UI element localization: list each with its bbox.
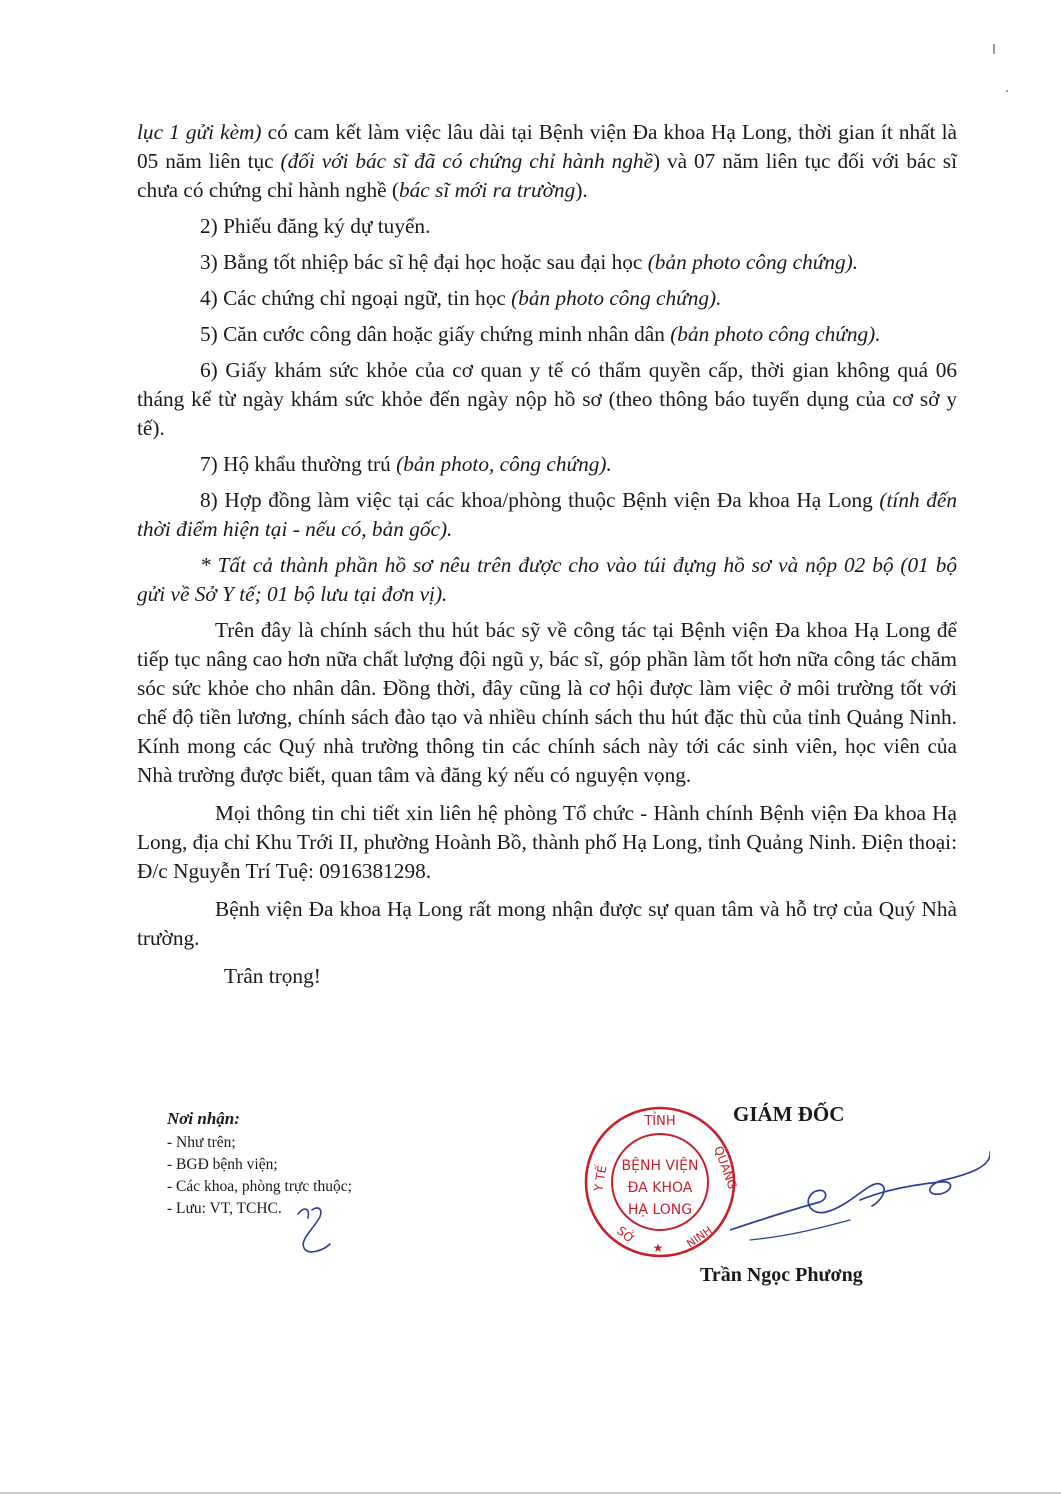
item-5-text: 5) Căn cước công dân hoặc giấy chứng minh nhân dân (200, 322, 671, 346)
contact-paragraph: Mọi thông tin chi tiết xin liên hệ phòng Tổ chức - Hành chính Bệnh viện Đa khoa Hạ Long, địa chỉ Khu Trới II, phường Hoành Bồ, thành phố Hạ Long, tỉnh Quảng Ninh. Điện thoại: Đ/c Nguyễn Trí Tuệ: 0916381298. (137, 801, 957, 883)
recipient-item: - Như trên; (167, 1134, 236, 1151)
scan-speck (1006, 90, 1008, 92)
signer-name: Trần Ngọc Phương (700, 1264, 863, 1286)
seal-line-1: BỆNH VIỆN (621, 1158, 699, 1174)
initials-mark (290, 1196, 370, 1276)
request-paragraph: Bệnh viện Đa khoa Hạ Long rất mong nhận được sự quan tâm và hỗ trợ của Quý Nhà trường. (137, 897, 957, 950)
seal-line-2: ĐA KHOA (627, 1180, 693, 1196)
item-4-text: 4) Các chứng chỉ ngoại ngữ, tin học (200, 286, 512, 310)
item-4 (137, 284, 957, 313)
item-8-text: 8) Hợp đồng làm việc tại các khoa/phòng thuộc Bệnh viện Đa khoa Hạ Long (200, 488, 880, 512)
item-2: 2) Phiếu đăng ký dự tuyển. (200, 214, 431, 238)
item-3 (137, 248, 957, 277)
item-5 (137, 320, 957, 349)
item-5-italic: (bản photo công chứng). (670, 322, 881, 346)
item-8 (137, 486, 957, 544)
seal-ring-right-text: QUẢNG (711, 1144, 740, 1192)
policy-paragraph: Trên đây là chính sách thu hút bác sỹ về công tác tại Bệnh viện Đa khoa Hạ Long để tiếp tục nâng cao hơn nữa chất lượng đội ngũ y, bác sĩ, góp phần làm tốt hơn nữa công tác chăm sóc sức khỏe cho nhân dân. Đồng thời, đây cũng là cơ hội được làm việc ở môi trường tốt với chế độ tiền lương, chính sách đào tạo và nhiều chính sách thu hút đặc thù của tỉnh Quảng Ninh. Kính mong các Quý nhà trường thông tin các chính sách này tới các sinh viên, học viên của Nhà trường được biết, quan tâm và đăng ký nếu có nguyện vọng. (137, 618, 957, 787)
seal-ring-top-text: TỈNH (644, 1114, 676, 1129)
seal-ring-bottom-right-text: NINH (684, 1223, 715, 1251)
item-7-text: 7) Hộ khẩu thường trú (200, 452, 397, 476)
signer-title: GIÁM ĐỐC (733, 1102, 845, 1126)
intro-italic-2: bác sĩ mới ra trường (399, 178, 576, 202)
item-4-italic: (bản photo công chứng). (511, 286, 722, 310)
signer-block (580, 1100, 1000, 1300)
item-7 (137, 450, 957, 479)
intro-text-3: ). (575, 178, 588, 202)
seal-line-3: HẠ LONG (627, 1202, 693, 1218)
seal-ring-left-text: Y TẾ (591, 1164, 610, 1193)
seal-ring-bottom-left-text: SỞ (614, 1223, 638, 1247)
seal-star-icon: ★ (652, 1241, 664, 1255)
director-signature (730, 1140, 990, 1260)
recipient-item: - Lưu: VT, TCHC. (167, 1200, 282, 1217)
item-8-italic: (tính đến thời điểm hiện tại - nếu có, bản gốc). (137, 488, 957, 541)
item-3-text: 3) Bằng tốt nhiệp bác sĩ hệ đại học hoặc sau đại học (200, 250, 648, 274)
scan-speck (993, 44, 995, 54)
intro-text-2: ) và 07 năm liên tục đối với bác sĩ chưa có chứng chỉ hành nghề ( (137, 149, 958, 202)
item-7-italic: (bản photo, công chứng). (396, 452, 612, 476)
intro-italic-start: lục 1 gửi kèm) (137, 120, 262, 144)
scan-edge-line (0, 1492, 1061, 1494)
item-3-italic: (bản photo công chứng). (647, 250, 859, 274)
item-6: 6) Giấy khám sức khỏe của cơ quan y tế có thẩm quyền cấp, thời gian không quá 06 tháng kể từ ngày khám sức khỏe đến ngày nộp hồ sơ (theo thông báo tuyển dụng của cơ sở y tế). (137, 358, 957, 440)
intro-text-1: có cam kết làm việc lâu dài tại Bệnh viện Đa khoa Hạ Long, thời gian ít nhất là 05 năm liên tục (137, 120, 957, 173)
letter-body (137, 118, 957, 998)
intro-paragraph (137, 118, 957, 205)
submission-note: * Tất cả thành phần hồ sơ nêu trên được cho vào túi đựng hồ sơ và nộp 02 bộ (01 bộ gửi về Sở Y tế; 01 bộ lưu tại đơn vị). (137, 553, 957, 606)
closing-greeting: Trân trọng! (224, 964, 321, 988)
hospital-seal (580, 1102, 740, 1262)
recipient-item: - BGĐ bệnh viện; (167, 1156, 278, 1173)
recipient-item: - Các khoa, phòng trực thuộc; (167, 1178, 352, 1195)
intro-italic-1: (đối với bác sĩ đã có chứng chỉ hành nghề (280, 149, 654, 173)
recipients-heading: Nơi nhận: (167, 1109, 240, 1128)
